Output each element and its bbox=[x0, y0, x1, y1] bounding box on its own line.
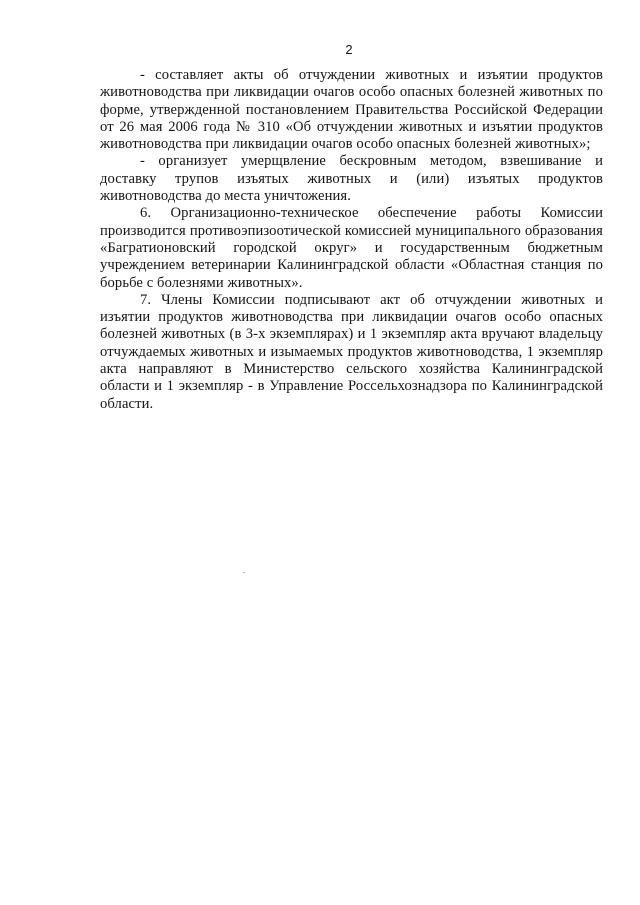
page-number: 2 bbox=[345, 42, 353, 57]
scan-speck bbox=[243, 572, 245, 573]
paragraph-item-6: 6. Организационно-техническое обеспечение работы Комиссии производится противоэпизоотической комиссией муниципального образования «Багратионовский городской округ» и государственным бюджетным учреждением ветеринарии Калининградской области «Областная станция по борьбе с болезнями животных». bbox=[100, 205, 603, 291]
paragraph-euthanasia: - организует умерщвление бескровным методом, взвешивание и доставку трупов изъятых животных и (или) изъятых продуктов животноводства до места уничтожения. bbox=[100, 153, 603, 205]
paragraph-item-7: 7. Члены Комиссии подписывают акт об отчуждении животных и изъятии продуктов животноводства при ликвидации очагов особо опасных болезней животных (в 3-х экземплярах) и 1 экземпляр акта вручают владельцу отчуждаемых животных и изымаемых продуктов животноводства, 1 экземпляр акта направляют в Министерство сельского хозяйства Калининградской области и 1 экземпляр - в Управление Россельхознадзора по Калининградской области. bbox=[100, 291, 603, 412]
document-body bbox=[100, 67, 603, 413]
paragraph-acts: - составляет акты об отчуждении животных и изъятии продуктов животноводства при ликвидации очагов особо опасных болезней животных по форме, утвержденной постановлением Правительства Российской Федерации от 26 мая 2006 года № 310 «Об отчуждении животных и изъятии продуктов животноводства при ликвидации очагов особо опасных болезней животных»; bbox=[100, 67, 603, 153]
